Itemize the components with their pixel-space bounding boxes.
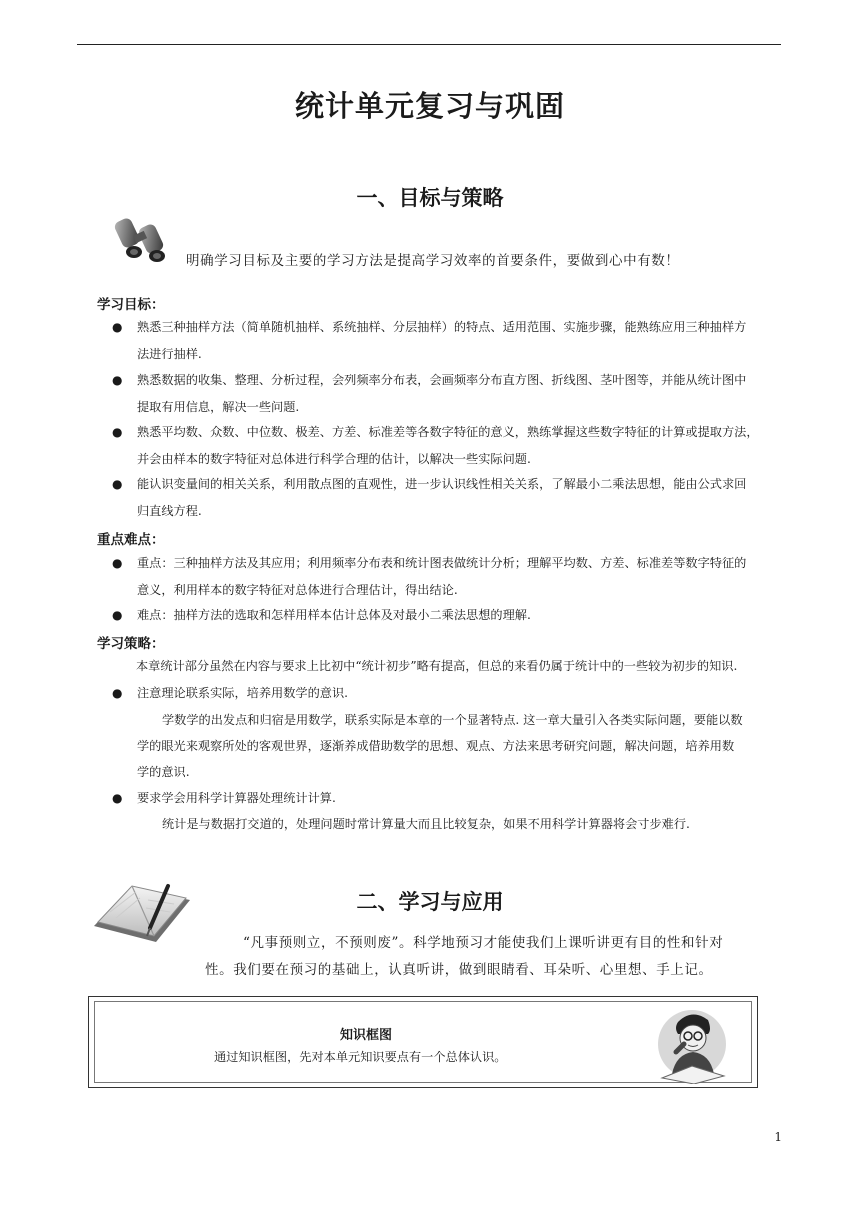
knowledge-map-title: 知识框图 [340, 1028, 393, 1043]
section2-intro-line1: “凡事预则立，不预则废”。科学地预习才能使我们上课听讲更有目的性和针对 [243, 935, 724, 951]
section1-intro: 明确学习目标及主要的学习方法是提高学习效率的首要条件，要做到心中有数！ [186, 253, 680, 269]
section1-heading: 一、目标与策略 [356, 186, 504, 210]
goal-1-line2: 法进行抽样. [137, 347, 202, 361]
goal-4-line2: 归直线方程. [137, 504, 202, 518]
goal-3-line2: 并会由样本的数字特征对总体进行科学合理的估计，以解决一些实际问题. [137, 452, 531, 466]
strategy-label: 学习策略： [97, 636, 165, 652]
goal-1-line1: 熟悉三种抽样方法（简单随机抽样、系统抽样、分层抽样）的特点、适用范围、实施步骤，能熟练应用三种抽样方 [137, 320, 747, 334]
strategy-intro: 本章统计部分虽然在内容与要求上比初中“统计初步”略有提高，但总的来看仍属于统计中的一些较为初步的知识. [136, 659, 738, 673]
knowledge-map-desc: 通过知识框图，先对本单元知识要点有一个总体认识。 [214, 1050, 507, 1064]
page-number: 1 [774, 1130, 782, 1144]
strategy-1-body-line2: 学的眼光来观察所处的客观世界，逐渐养成借助数学的思想、观点、方法来思考研究问题，解决问题，培养用数 [137, 739, 735, 753]
book-and-pen-icon [90, 880, 194, 952]
bullet-icon [112, 374, 124, 386]
goal-2-line1: 熟悉数据的收集、整理、分析过程，会列频率分布表，会画频率分布直方图、折线图、茎叶图等，并能从统计图中 [137, 373, 747, 387]
section2-heading: 二、学习与应用 [356, 890, 504, 914]
strategy-1-head: 注意理论联系实际，培养用数学的意识. [137, 686, 349, 700]
bullet-icon [112, 609, 124, 621]
page-title: 统计单元复习与巩固 [294, 89, 565, 123]
key-points-label: 重点难点： [97, 532, 165, 548]
strategy-1-body-line3: 学的意识. [137, 765, 190, 779]
key-point-2-line1: 难点：抽样方法的选取和怎样用样本估计总体及对最小二乘法思想的理解. [137, 608, 531, 622]
binoculars-icon [112, 215, 172, 263]
bullet-icon [112, 426, 124, 438]
strategy-2-body-line1: 统计是与数据打交道的，处理问题时常计算量大而且比较复杂，如果不用科学计算器将会寸步难行. [162, 817, 690, 831]
bullet-icon [112, 478, 124, 490]
header-rule [77, 44, 781, 45]
section2-intro [205, 930, 780, 984]
goals-label: 学习目标： [97, 297, 165, 313]
bullet-icon [112, 557, 124, 569]
section2-intro-line2: 性。我们要在预习的基础上，认真听讲，做到眼睛看、耳朵听、心里想、手上记。 [205, 962, 713, 978]
goal-3-line1: 熟悉平均数、众数、中位数、极差、方差、标准差等各数字特征的意义，熟练掌握这些数字特征的计算或提取方法， [137, 425, 759, 439]
bullet-icon [112, 792, 124, 804]
reading-person-icon [650, 1004, 732, 1084]
bullet-icon [112, 321, 124, 333]
bullet-icon [112, 687, 124, 699]
goal-2-line2: 提取有用信息，解决一些问题. [137, 400, 300, 414]
goal-4-line1: 能认识变量间的相关关系，利用散点图的直观性，进一步认识线性相关关系，了解最小二乘法思想，能由公式求回 [137, 477, 747, 491]
key-point-1-line1: 重点：三种抽样方法及其应用；利用频率分布表和统计图表做统计分析；理解平均数、方差、标准差等数字特征的 [137, 556, 747, 570]
strategy-1-body-line1: 学数学的出发点和归宿是用数学，联系实际是本章的一个显著特点. 这一章大量引入各类实际问题，要能以数 [162, 713, 743, 727]
strategy-2-head: 要求学会用科学计算器处理统计计算. [137, 791, 336, 805]
key-point-1-line2: 意义，利用样本的数字特征对总体进行合理估计，得出结论. [137, 583, 458, 597]
